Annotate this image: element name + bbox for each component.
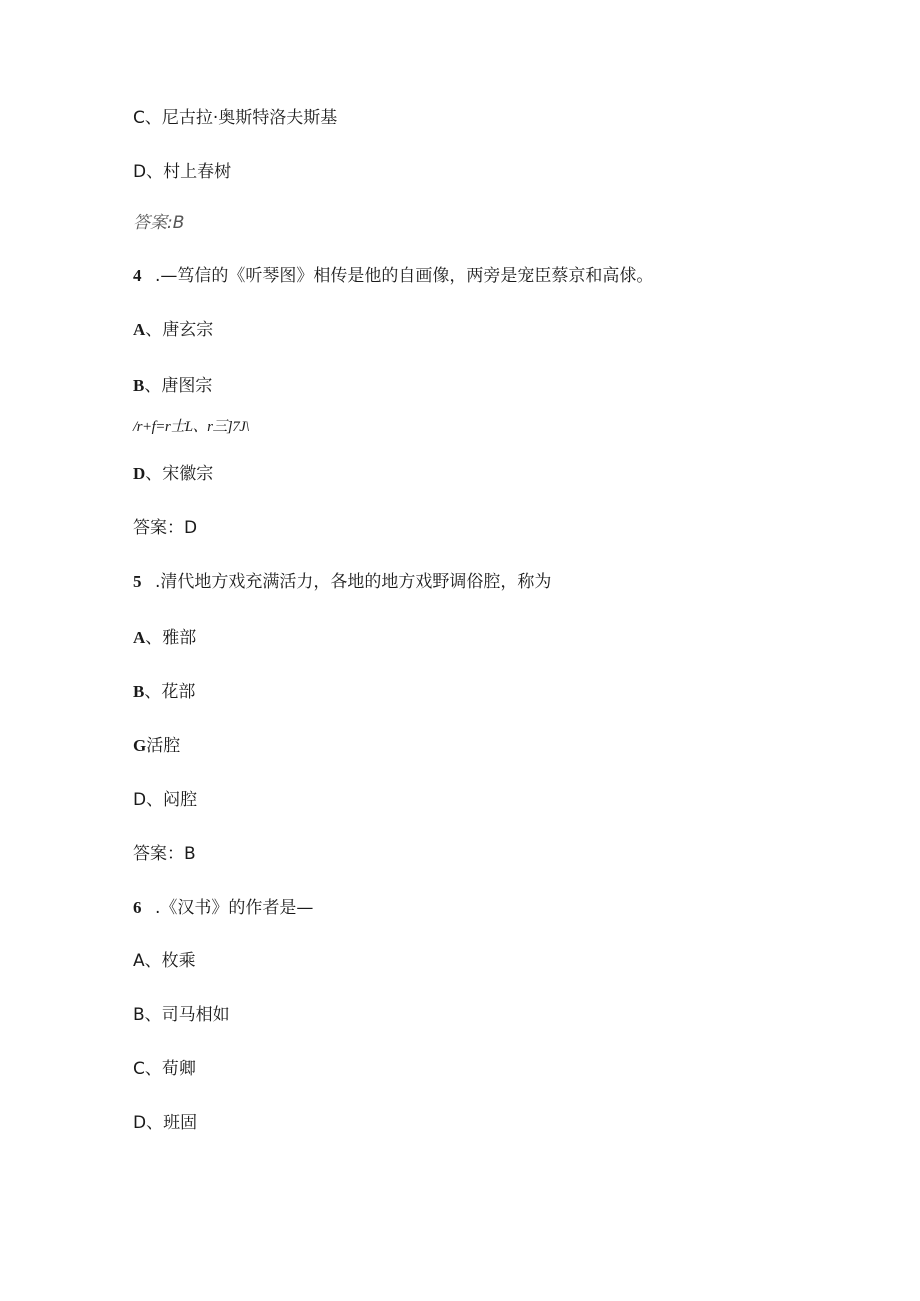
option-letter: G [133,736,147,755]
answer-text: 答案：D [133,518,198,538]
answer-q5 [133,843,196,865]
option-text: /r+f=r士L、r三]7J\ [133,419,250,435]
option-text: D、闷腔 [133,790,198,810]
question-number: 4 [133,266,142,285]
option-d-q4 [133,463,213,485]
option-letter: D [133,464,146,483]
option-c-q3 [133,107,337,129]
option-text: 、宋徽宗 [145,464,214,484]
answer-q3 [133,212,184,234]
question-number: 6 [133,898,142,917]
question-text: .《汉书》的作者是— [155,898,314,918]
question-5 [133,571,551,593]
option-letter: B [133,682,145,701]
question-number: 5 [133,572,142,591]
answer-q4 [133,517,197,539]
question-4 [133,265,653,287]
option-c-q5 [133,735,180,757]
option-text: D、村上春树 [133,162,232,182]
option-text: 活腔 [146,736,181,756]
option-text: A、枚乘 [133,951,196,971]
option-c-q6 [133,1058,196,1080]
question-text: .—笃信的《听琴图》相传是他的自画像，两旁是宠臣蔡京和高俅。 [155,266,654,286]
option-c-q4-garbled [133,416,249,438]
option-text: B、司马相如 [133,1005,230,1025]
question-text: .清代地方戏充满活力，各地的地方戏野调俗腔，称为 [155,572,552,592]
option-text: D、班固 [133,1113,198,1133]
answer-text: 答案:B [133,213,185,233]
option-a-q5 [133,627,196,649]
option-text: 、唐玄宗 [145,320,214,340]
option-d-q5 [133,789,197,811]
option-letter: A [133,628,146,647]
option-text: C、尼古拉·奥斯特洛夫斯基 [133,108,338,128]
option-text: C、荀卿 [133,1059,196,1079]
option-d-q3 [133,161,231,183]
option-a-q6 [133,950,196,972]
option-b-q4 [133,375,212,397]
answer-text: 答案：B [133,844,196,864]
option-text: 、雅部 [145,628,197,648]
option-a-q4 [133,319,213,341]
option-b-q6 [133,1004,230,1026]
question-6 [133,897,313,919]
option-letter: B [133,376,145,395]
option-b-q5 [133,681,195,703]
option-text: 、花部 [144,682,196,702]
option-letter: A [133,320,146,339]
option-d-q6 [133,1112,197,1134]
option-text: 、唐图宗 [144,376,213,396]
